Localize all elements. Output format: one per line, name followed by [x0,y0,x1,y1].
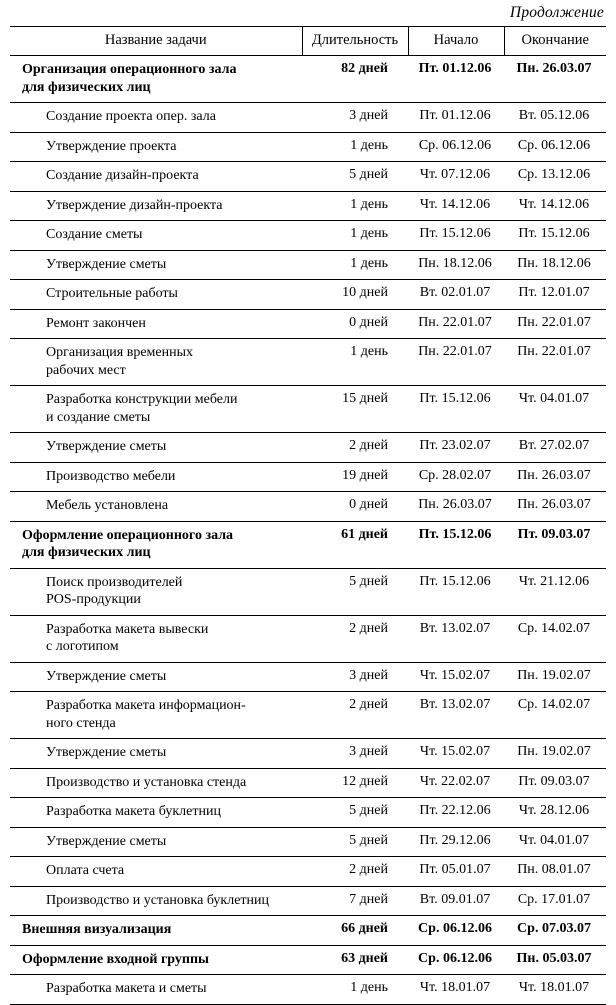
cell-task-name [10,568,302,615]
cell-task-name [10,132,302,162]
table-row [10,692,606,739]
cell-duration: 5 дней [302,827,408,857]
cell-task-name [10,615,302,662]
column-header-finish: Окончание [504,27,606,56]
table-row [10,768,606,798]
task-name-line: Утверждение сметы [46,439,167,454]
cell-start-date: Пт. 15.12.06 [408,221,504,251]
cell-start-date: Чт. 14.12.06 [408,191,504,221]
cell-task-name [10,692,302,739]
cell-finish-date: Ср. 07.03.07 [504,916,606,946]
cell-duration: 2 дней [302,433,408,463]
task-name-line: Поиск производителей [46,574,183,590]
schedule-table [10,26,606,1005]
table-row [10,250,606,280]
cell-finish-date: Пт. 09.03.07 [504,768,606,798]
task-name-line: Мебель установлена [46,498,169,513]
cell-duration: 7 дней [302,886,408,916]
task-name-line: Организация временных [46,345,194,360]
cell-finish-date: Ср. 06.12.06 [504,132,606,162]
task-name-line: Создание дизайн-проекта [46,168,199,183]
cell-start-date: Вт. 09.01.07 [408,886,504,916]
cell-task-name [10,339,302,386]
table-row [10,339,606,386]
cell-start-date: Чт. 15.02.07 [408,739,504,769]
cell-finish-date: Чт. 14.12.06 [504,191,606,221]
task-name-line: Утверждение сметы [46,668,167,684]
cell-start-date: Пт. 15.12.06 [408,386,504,433]
cell-task-name [10,103,302,133]
cell-finish-date: Пт. 09.03.07 [504,521,606,568]
cell-task-name [10,521,302,568]
cell-start-date: Ср. 28.02.07 [408,462,504,492]
cell-finish-date: Пн. 05.03.07 [504,945,606,975]
cell-finish-date: Пн. 08.01.07 [504,857,606,887]
cell-task-name [10,56,302,103]
cell-finish-date: Чт. 18.01.07 [504,975,606,1005]
task-name-line: Утверждение сметы [46,745,167,760]
cell-finish-date: Вт. 27.02.07 [504,433,606,463]
table-row [10,798,606,828]
cell-finish-date: Пт. 12.01.07 [504,280,606,310]
cell-finish-date: Пн. 22.01.07 [504,339,606,386]
cell-start-date: Вт. 13.02.07 [408,615,504,662]
cell-start-date: Вт. 13.02.07 [408,692,504,739]
cell-task-name [10,162,302,192]
cell-task-name [10,433,302,463]
task-name-line: Производство мебели [46,468,176,484]
cell-start-date: Пт. 01.12.06 [408,56,504,103]
task-name-line: с логотипом [46,639,119,654]
task-name-line: Внешняя визуализация [22,922,172,937]
cell-start-date: Ср. 06.12.06 [408,132,504,162]
cell-start-date: Пн. 26.03.07 [408,492,504,522]
task-name-line: Разработка макета вывески [46,621,209,637]
cell-task-name [10,739,302,769]
table-row [10,280,606,310]
cell-duration: 1 день [302,221,408,251]
cell-finish-date: Пн. 26.03.07 [504,462,606,492]
cell-duration: 1 день [302,191,408,221]
cell-duration: 2 дней [302,615,408,662]
cell-task-name [10,768,302,798]
cell-finish-date: Пт. 15.12.06 [504,221,606,251]
task-name-line: Разработка макета информацион- [46,698,246,713]
task-name-line: Оплата счета [46,863,125,878]
cell-finish-date: Ср. 14.02.07 [504,615,606,662]
cell-duration: 12 дней [302,768,408,798]
table-row [10,221,606,251]
cell-start-date: Ср. 06.12.06 [408,945,504,975]
cell-duration: 19 дней [302,462,408,492]
cell-task-name [10,280,302,310]
cell-start-date: Чт. 22.02.07 [408,768,504,798]
cell-duration: 1 день [302,975,408,1005]
table-row [10,945,606,975]
task-name-line: Оформление входной группы [22,951,209,967]
task-name-line: Разработка макета буклетниц [46,804,221,819]
task-name-line: и создание сметы [46,409,151,425]
cell-finish-date: Ср. 17.01.07 [504,886,606,916]
cell-finish-date: Пн. 26.03.07 [504,56,606,103]
task-name-line: Утверждение дизайн-проекта [46,197,223,213]
cell-task-name [10,857,302,887]
table-row [10,103,606,133]
task-name-line: для физических лиц [22,545,151,560]
cell-duration: 82 дней [302,56,408,103]
cell-finish-date: Пн. 26.03.07 [504,492,606,522]
cell-task-name [10,827,302,857]
cell-task-name [10,886,302,916]
cell-start-date: Ср. 06.12.06 [408,916,504,946]
task-name-line: ного стенда [46,715,116,731]
table-row [10,386,606,433]
cell-start-date: Пт. 29.12.06 [408,827,504,857]
cell-start-date: Пн. 22.01.07 [408,339,504,386]
cell-finish-date: Ср. 14.02.07 [504,692,606,739]
cell-start-date: Пт. 15.12.06 [408,568,504,615]
table-header [10,27,606,56]
task-name-line: Организация операционного зала [22,62,237,77]
cell-task-name [10,191,302,221]
cell-finish-date: Чт. 28.12.06 [504,798,606,828]
table-row [10,191,606,221]
cell-task-name [10,492,302,522]
cell-task-name [10,309,302,339]
cell-start-date: Пт. 05.01.07 [408,857,504,887]
cell-finish-date: Пн. 22.01.07 [504,309,606,339]
cell-duration: 5 дней [302,798,408,828]
table-row [10,492,606,522]
cell-finish-date: Пн. 19.02.07 [504,739,606,769]
cell-start-date: Пт. 23.02.07 [408,433,504,463]
table-row [10,662,606,692]
task-name-line: Разработка конструкции мебели [46,392,238,407]
table-row [10,827,606,857]
task-name-line: рабочих мест [46,362,126,378]
cell-start-date: Чт. 18.01.07 [408,975,504,1005]
cell-duration: 3 дней [302,739,408,769]
task-name-line: Разработка макета и сметы [46,981,207,996]
cell-task-name [10,798,302,828]
cell-start-date: Вт. 02.01.07 [408,280,504,310]
cell-duration: 3 дней [302,662,408,692]
table-row [10,739,606,769]
cell-finish-date: Ср. 13.12.06 [504,162,606,192]
cell-duration: 1 день [302,339,408,386]
task-name-line: Утверждение сметы [46,256,167,272]
cell-task-name [10,945,302,975]
task-name-line: Строительные работы [46,286,178,301]
cell-start-date: Пт. 22.12.06 [408,798,504,828]
cell-task-name [10,462,302,492]
task-name-line: Создание проекта опер. зала [46,109,216,124]
table-row [10,615,606,662]
cell-task-name [10,662,302,692]
table-row [10,521,606,568]
cell-duration: 61 дней [302,521,408,568]
cell-task-name [10,221,302,251]
cell-start-date: Чт. 15.02.07 [408,662,504,692]
cell-duration: 15 дней [302,386,408,433]
header-row [10,27,606,56]
cell-duration: 2 дней [302,692,408,739]
cell-finish-date: Вт. 05.12.06 [504,103,606,133]
table-row [10,886,606,916]
task-name-line: POS-продукции [46,592,141,607]
task-name-line: для физических лиц [22,79,151,95]
column-header-task-name: Название задачи [10,27,302,56]
cell-finish-date: Чт. 21.12.06 [504,568,606,615]
table-row [10,462,606,492]
cell-duration: 5 дней [302,162,408,192]
cell-task-name [10,250,302,280]
task-name-line: Создание сметы [46,227,143,242]
cell-duration: 0 дней [302,309,408,339]
table-body [10,56,606,1005]
table-row [10,916,606,946]
cell-duration: 1 день [302,250,408,280]
cell-start-date: Пн. 22.01.07 [408,309,504,339]
cell-start-date: Пт. 01.12.06 [408,103,504,133]
table-row [10,132,606,162]
cell-start-date: Чт. 07.12.06 [408,162,504,192]
cell-finish-date: Чт. 04.01.07 [504,386,606,433]
cell-finish-date: Чт. 04.01.07 [504,827,606,857]
cell-duration: 1 день [302,132,408,162]
cell-duration: 66 дней [302,916,408,946]
table-row [10,857,606,887]
cell-task-name [10,916,302,946]
table-row [10,309,606,339]
task-name-line: Оформление операционного зала [22,527,234,543]
cell-task-name [10,975,302,1005]
cell-duration: 3 дней [302,103,408,133]
task-name-line: Утверждение проекта [46,138,177,154]
task-name-line: Ремонт закончен [46,315,146,331]
cell-duration: 63 дней [302,945,408,975]
cell-duration: 2 дней [302,857,408,887]
cell-duration: 0 дней [302,492,408,522]
table-row [10,433,606,463]
task-name-line: Утверждение сметы [46,833,167,849]
cell-task-name [10,386,302,433]
cell-finish-date: Пн. 19.02.07 [504,662,606,692]
cell-start-date: Пт. 15.12.06 [408,521,504,568]
column-header-start: Начало [408,27,504,56]
cell-duration: 10 дней [302,280,408,310]
task-name-line: Производство и установка стенда [46,774,247,790]
cell-start-date: Пн. 18.12.06 [408,250,504,280]
task-name-line: Производство и установка буклетниц [46,892,270,908]
column-header-duration: Длительность [302,27,408,56]
table-row [10,568,606,615]
table-row [10,56,606,103]
table-row [10,162,606,192]
cell-duration: 5 дней [302,568,408,615]
cell-finish-date: Пн. 18.12.06 [504,250,606,280]
continuation-label: Продолжение [509,4,604,21]
table-row [10,975,606,1005]
